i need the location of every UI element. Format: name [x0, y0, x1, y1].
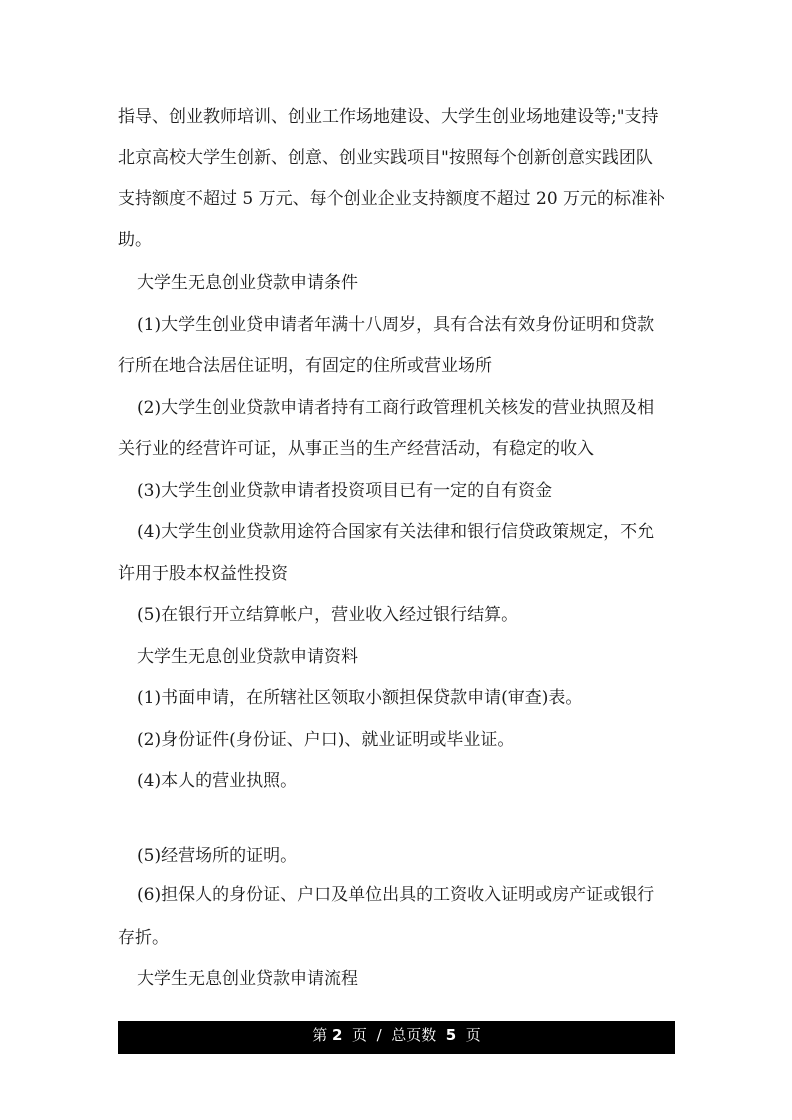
page-footer — [118, 1021, 675, 1054]
total-pages-label: 总页数 — [391, 1026, 437, 1044]
page-indicator — [118, 1025, 675, 1045]
list-item: (5)在银行开立结算帐户，营业收入经过银行结算。 — [137, 605, 519, 625]
paragraph-line: 存折。 — [118, 928, 169, 948]
list-item: (5)经营场所的证明。 — [137, 846, 298, 866]
page-label-suffix: 页 — [352, 1026, 368, 1044]
list-item: (4)大学生创业贷款用途符合国家有关法律和银行信贷政策规定，不允 — [137, 522, 655, 542]
list-item: (2)身份证件(身份证、户口)、就业证明或毕业证。 — [137, 730, 515, 750]
section-heading: 大学生无息创业贷款申请条件 — [137, 273, 358, 293]
section-heading: 大学生无息创业贷款申请资料 — [137, 647, 358, 667]
section-heading: 大学生无息创业贷款申请流程 — [137, 969, 358, 989]
list-item: (1)书面申请，在所辖社区领取小额担保贷款申请(审查)表。 — [137, 688, 583, 708]
paragraph-line: 北京高校大学生创新、创意、创业实践项目"按照每个创新创意实践团队 — [118, 148, 653, 168]
list-item: (3)大学生创业贷款申请者投资项目已有一定的自有资金 — [137, 481, 553, 501]
total-pages: 5 — [445, 1026, 457, 1044]
page-separator: / — [376, 1026, 382, 1044]
paragraph-line: 行所在地合法居住证明，有固定的住所或营业场所 — [118, 356, 492, 376]
paragraph-line: 关行业的经营许可证，从事正当的生产经营活动，有稳定的收入 — [118, 439, 594, 459]
paragraph-line: 支持额度不超过 5 万元、每个创业企业支持额度不超过 20 万元的标准补 — [118, 189, 666, 209]
page-label-prefix: 第 — [312, 1026, 328, 1044]
list-item: (2)大学生创业贷款申请者持有工商行政管理机关核发的营业执照及相 — [137, 398, 655, 418]
list-item: (1)大学生创业贷申请者年满十八周岁，具有合法有效身份证明和贷款 — [137, 315, 655, 335]
list-item: (4)本人的营业执照。 — [137, 771, 298, 791]
list-item: (6)担保人的身份证、户口及单位出具的工资收入证明或房产证或银行 — [137, 885, 655, 905]
total-pages-suffix: 页 — [465, 1026, 481, 1044]
page-number: 2 — [332, 1026, 343, 1044]
paragraph-line: 助。 — [118, 230, 152, 250]
paragraph-line: 许用于股本权益性投资 — [118, 564, 288, 584]
paragraph-line: 指导、创业教师培训、创业工作场地建设、大学生创业场地建设等;"支持 — [118, 107, 659, 127]
